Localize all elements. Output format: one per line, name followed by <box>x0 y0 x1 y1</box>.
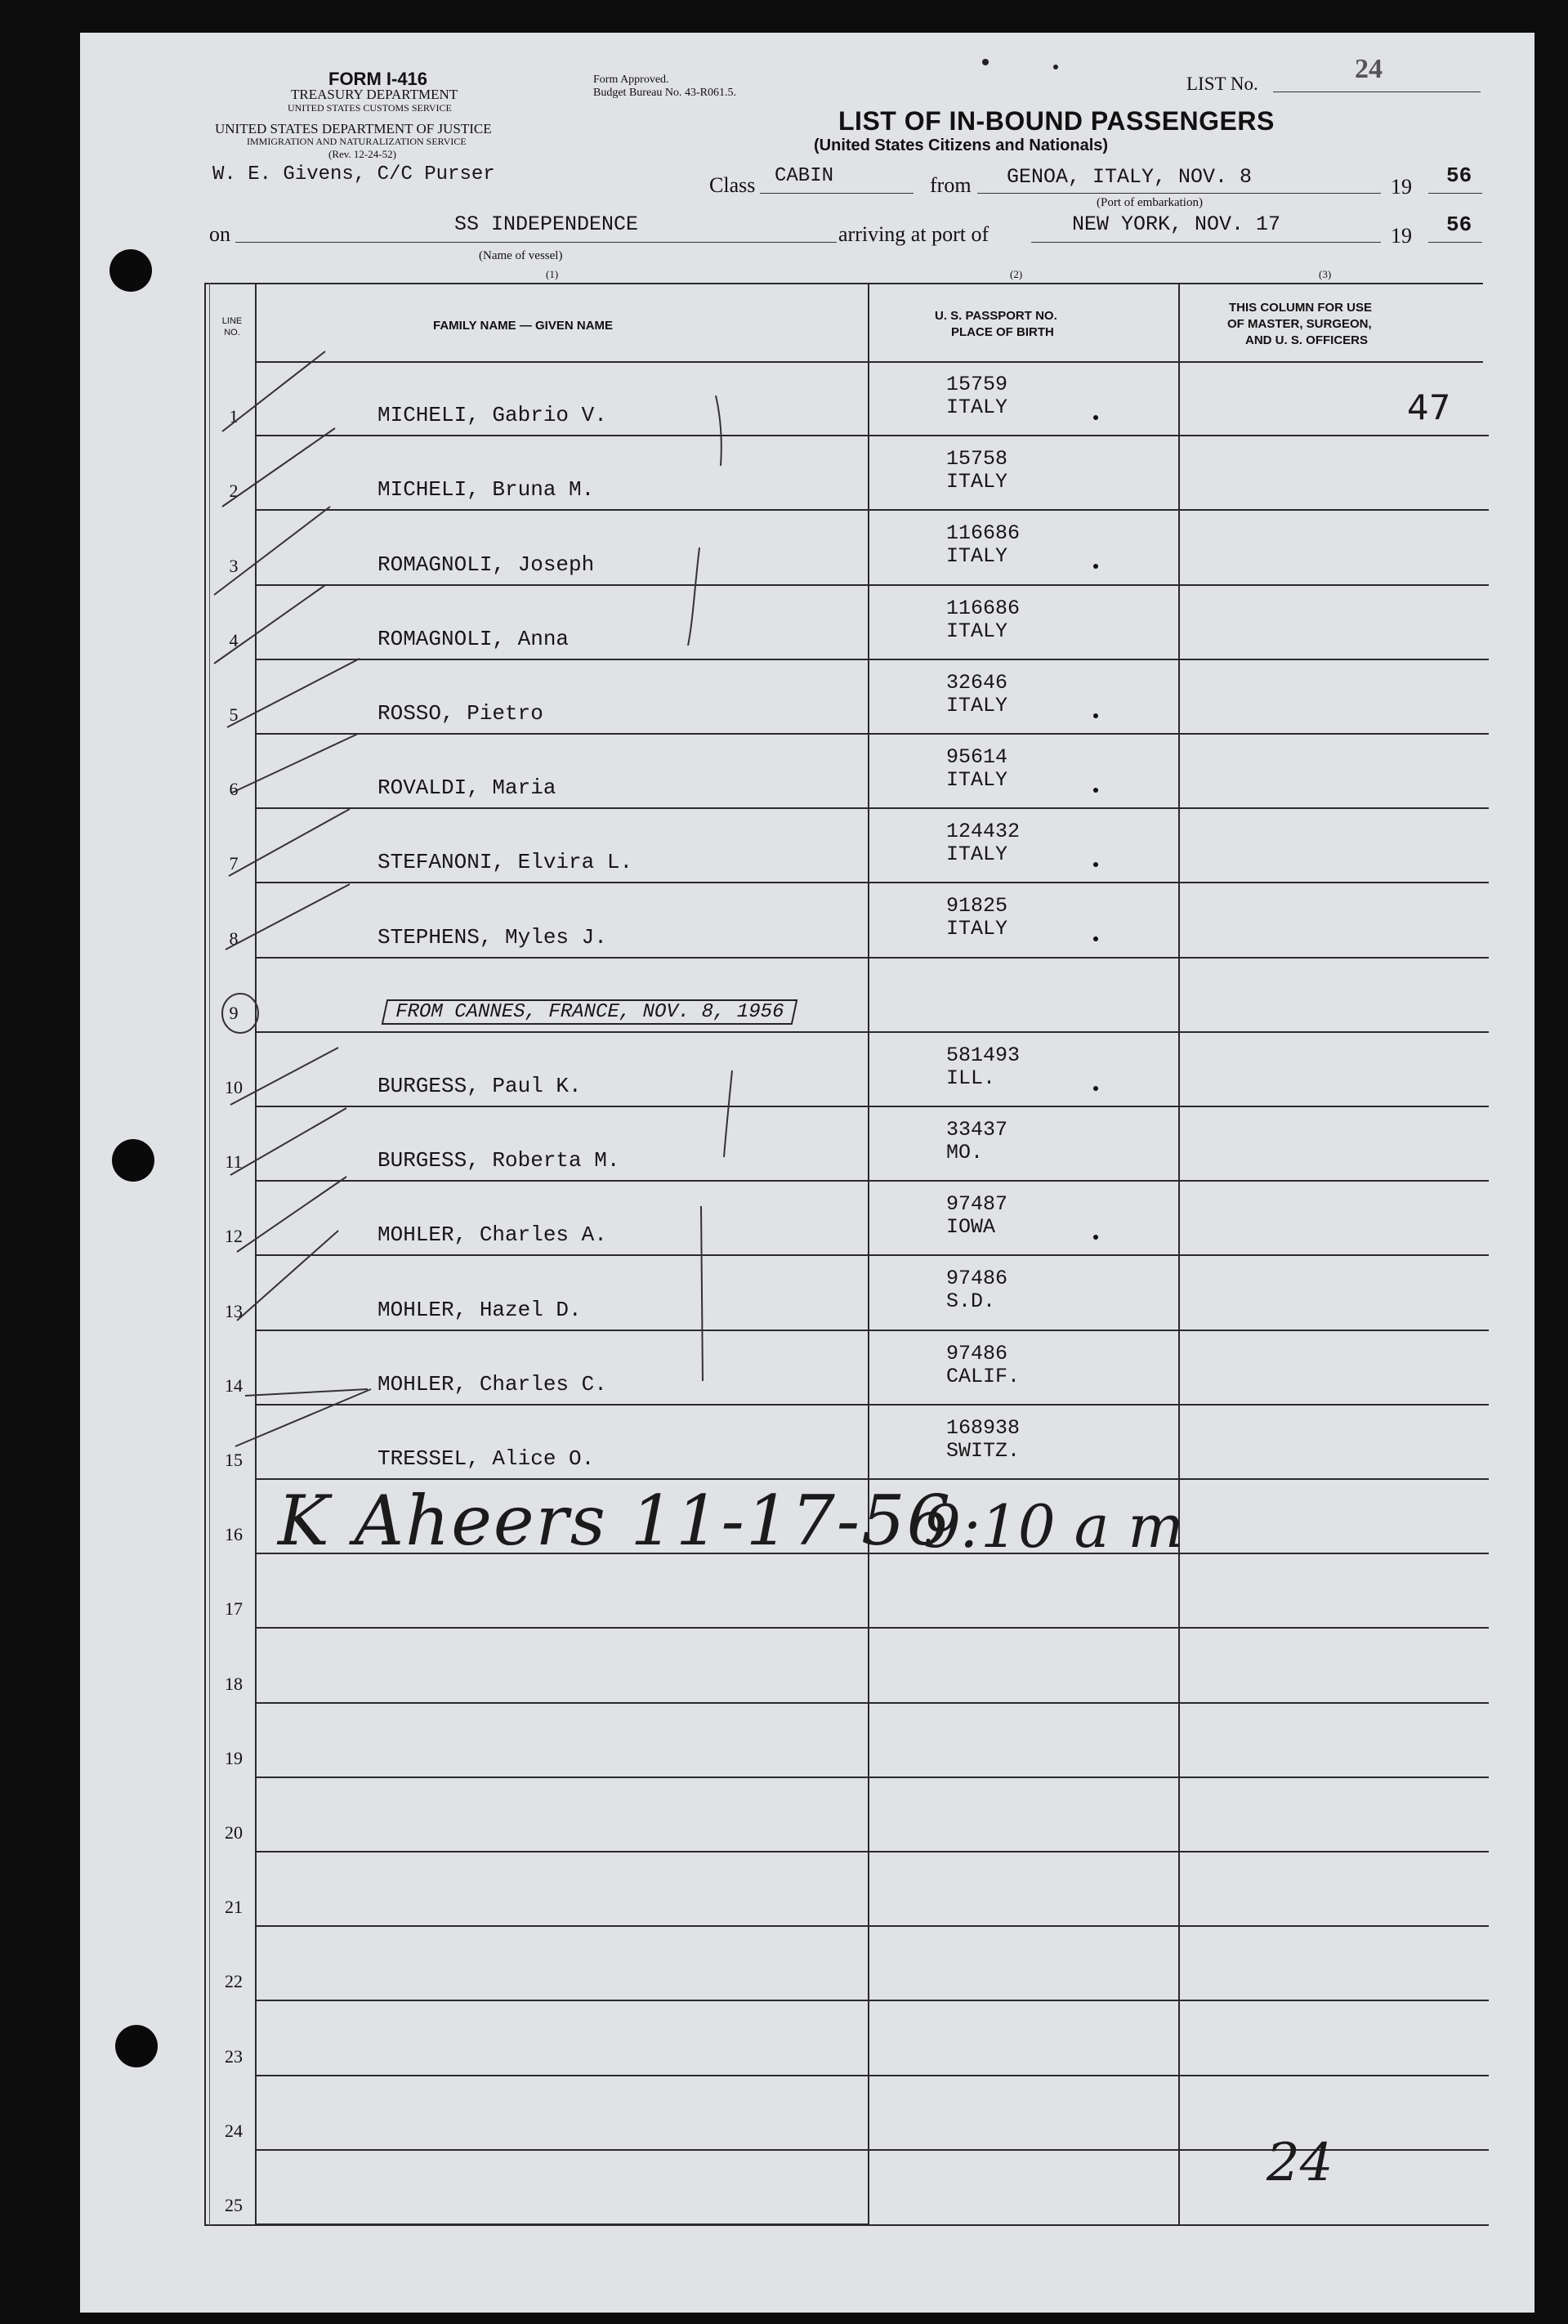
port-note: (Port of embarkation) <box>1097 196 1203 209</box>
list-title: LIST OF IN-BOUND PASSENGERS <box>838 106 1275 136</box>
department-justice: UNITED STATES DEPARTMENT OF JUSTICE <box>215 121 492 136</box>
passport-number: 91825 <box>946 894 1008 918</box>
passenger-name: STEPHENS, Myles J. <box>377 924 607 950</box>
line-number: 9 <box>229 1002 239 1023</box>
passenger-name: ROVALDI, Maria <box>377 775 556 801</box>
passenger-name: MICHELI, Gabrio V. <box>377 403 607 428</box>
department: TREASURY DEPARTMENT <box>291 87 458 102</box>
form-number: FORM I-416 <box>328 69 428 89</box>
line-number: 5 <box>229 704 239 725</box>
line-number: 11 <box>225 1151 243 1173</box>
place-of-birth: ITALY <box>946 396 1008 419</box>
passenger-name: ROMAGNOLI, Joseph <box>377 552 595 577</box>
place-of-birth: ITALY <box>946 693 1008 717</box>
line-number: 10 <box>225 1077 243 1097</box>
place-of-birth: S.D. <box>946 1289 996 1314</box>
year-prefix: 19 <box>1391 175 1412 199</box>
passenger-name: MICHELI, Bruna M. <box>377 477 595 503</box>
inspection-time: 9:10 a m <box>923 1492 1184 1561</box>
passport-number: 32646 <box>946 670 1008 695</box>
place-of-birth: ITALY <box>946 842 1008 867</box>
vessel: SS INDEPENDENCE <box>454 212 639 236</box>
form-approved: Form Approved. <box>593 74 669 86</box>
passenger-name: MOHLER, Charles C. <box>377 1371 607 1397</box>
passport-number: 116686 <box>946 521 1021 546</box>
col-num-2: (2) <box>1010 268 1023 280</box>
passport-number: 116686 <box>946 596 1021 620</box>
col-header-officers-2: OF MASTER, SURGEON, <box>1227 317 1372 331</box>
place-of-birth: ITALY <box>946 917 1008 941</box>
line-number: 25 <box>225 2195 243 2215</box>
col-header-officers-3: AND U. S. OFFICERS <box>1245 333 1369 347</box>
service-immigration: IMMIGRATION AND NATURALIZATION SERVICE <box>247 136 467 147</box>
line-number: 21 <box>225 1897 243 1918</box>
place-of-birth: ILL. <box>946 1066 996 1090</box>
passenger-name: BURGESS, Paul K. <box>377 1074 582 1098</box>
col-header-passport: U. S. PASSPORT NO. <box>935 309 1057 323</box>
col-header-name: FAMILY NAME — GIVEN NAME <box>433 319 614 333</box>
budget-bureau: Budget Bureau No. 43-R061.5. <box>593 87 736 99</box>
list-no: 24 <box>1355 54 1383 84</box>
vessel-note: (Name of vessel) <box>479 249 563 262</box>
line-number: 3 <box>229 555 239 576</box>
list-no-label: LIST No. <box>1186 74 1258 94</box>
passenger-name: TRESSEL, Alice O. <box>377 1446 595 1471</box>
col-num-3: (3) <box>1319 268 1332 280</box>
on-label: on <box>209 222 230 246</box>
place-of-birth: ITALY <box>946 619 1008 643</box>
passenger-name: STEFANONI, Elvira L. <box>377 850 633 875</box>
passport-number: 124432 <box>946 820 1021 844</box>
place-of-birth: ITALY <box>946 470 1008 494</box>
line-number: 14 <box>225 1374 243 1396</box>
passport-number: 95614 <box>946 745 1008 769</box>
line-number: 1 <box>229 406 239 427</box>
line-number: 2 <box>229 480 239 502</box>
class-value: CABIN <box>775 165 834 187</box>
arriving-label: arriving at port of <box>838 222 989 246</box>
passenger-name: MOHLER, Hazel D. <box>377 1297 582 1322</box>
col-header-birth: PLACE OF BIRTH <box>951 325 1054 339</box>
line-number: 19 <box>225 1747 243 1768</box>
line-number: 17 <box>225 1598 243 1620</box>
place-of-birth: CALIF. <box>946 1364 1021 1388</box>
line-number: 16 <box>225 1524 243 1545</box>
from-year: 56 <box>1446 163 1472 188</box>
col-num-1: (1) <box>546 268 559 280</box>
line-number: 12 <box>225 1226 243 1247</box>
passenger-name: BURGESS, Roberta M. <box>377 1148 620 1173</box>
embarkation-note: FROM CANNES, FRANCE, NOV. 8, 1956 <box>382 999 798 1025</box>
page-count-note: 24 <box>1266 2133 1333 2193</box>
passport-number: 97487 <box>946 1192 1008 1217</box>
place-of-birth: IOWA <box>946 1215 996 1240</box>
line-number: 20 <box>225 1822 243 1843</box>
passport-number: 581493 <box>946 1043 1021 1067</box>
from-label: from <box>930 173 972 197</box>
purser: W. E. Givens, C/C Purser <box>212 163 495 185</box>
arrive-year: 56 <box>1446 212 1472 237</box>
from-value: GENOA, ITALY, NOV. 8 <box>1007 165 1253 189</box>
place-of-birth: MO. <box>946 1141 984 1164</box>
col-header-officers-1: THIS COLUMN FOR USE <box>1229 301 1372 315</box>
passport-number: 168938 <box>946 1415 1021 1440</box>
revision: (Rev. 12-24-52) <box>328 148 396 160</box>
passport-number: 97486 <box>946 1267 1008 1291</box>
line-number: 8 <box>229 927 239 949</box>
line-number: 6 <box>229 779 239 800</box>
list-subtitle: (United States Citizens and Nationals) <box>814 136 1109 154</box>
passenger-name: ROMAGNOLI, Anna <box>377 626 570 651</box>
class-label: Class <box>709 173 756 197</box>
passport-number: 33437 <box>946 1118 1008 1142</box>
year-prefix-2: 19 <box>1391 224 1412 248</box>
passport-number: 15759 <box>946 373 1008 396</box>
place-of-birth: ITALY <box>946 768 1008 792</box>
col-header-line: LINE NO. <box>221 316 243 337</box>
passport-number: 15758 <box>946 447 1008 472</box>
line-number: 24 <box>225 2120 243 2141</box>
place-of-birth: ITALY <box>946 544 1008 569</box>
line-number: 13 <box>225 1300 243 1321</box>
line-number: 23 <box>225 2045 243 2067</box>
line-number: 22 <box>225 1971 243 1992</box>
line-number: 7 <box>229 853 239 874</box>
officer-mark-47: 47 <box>1407 387 1451 427</box>
passenger-name: ROSSO, Pietro <box>377 701 543 726</box>
passport-number: 97486 <box>946 1341 1008 1365</box>
inspector-signature: K Aheers 11-17-56 <box>278 1481 953 1561</box>
passenger-name: MOHLER, Charles A. <box>377 1222 607 1248</box>
line-number: 4 <box>229 629 239 650</box>
place-of-birth: SWITZ. <box>946 1438 1021 1463</box>
service: UNITED STATES CUSTOMS SERVICE <box>288 102 452 114</box>
line-number: 15 <box>225 1450 243 1470</box>
line-number: 18 <box>225 1673 243 1694</box>
arriving-value: NEW YORK, NOV. 17 <box>1072 212 1281 236</box>
